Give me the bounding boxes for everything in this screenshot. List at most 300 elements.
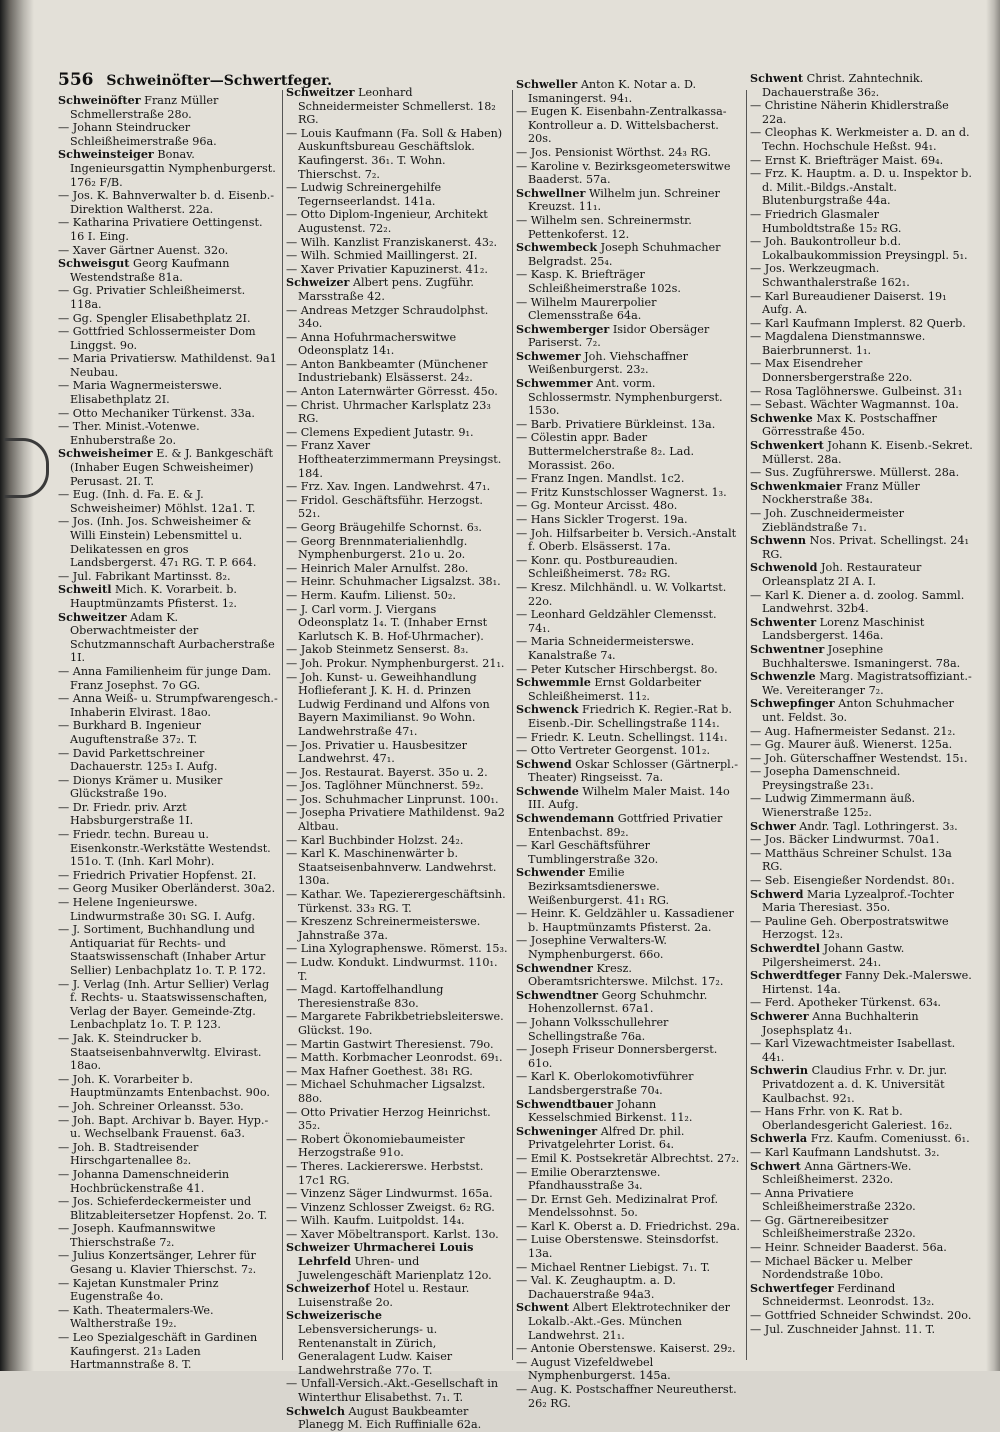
entry-text: — Robert Ökonomiebaumeister Herzogstraße 91o.: [286, 1132, 465, 1160]
entry-surname: Schwemmer: [516, 376, 593, 391]
directory-entry: [516, 105, 742, 146]
directory-entry: [750, 398, 974, 412]
entry-text: — Otto Diplom-Ingenieur, Architekt Augustenst. 72₂.: [286, 208, 488, 235]
directory-entry: [750, 99, 974, 126]
entry-text: — Hans Sickler Trogerst. 19a.: [516, 513, 688, 526]
entry-surname: Schwemmle: [516, 675, 591, 690]
entry-surname: Schwert: [750, 1158, 801, 1173]
entry-text: — Johann Steindrucker Schleißheimerstraße 96a.: [58, 121, 217, 148]
entry-text: — Maria Privatiersw. Mathildenst. 9a1 Neubau.: [58, 352, 277, 379]
entry-text: Frz. Kaufm. Comeniusst. 6₁.: [807, 1132, 970, 1146]
directory-entry: [286, 181, 508, 208]
directory-entry: [516, 1261, 742, 1275]
entry-text: — Lina Xylographenswe. Römerst. 15₃.: [286, 942, 508, 956]
entry-text: — Michael Schuhmacher Ligsalzst. 88o.: [286, 1078, 486, 1105]
entry-surname: Schwender: [516, 865, 585, 880]
directory-entry: [58, 515, 278, 569]
directory-entry: [750, 1010, 974, 1037]
column-1: [58, 93, 278, 1372]
directory-entry: [516, 744, 742, 758]
directory-entry: [750, 412, 974, 439]
directory-entry: [750, 1282, 974, 1309]
directory-entry: [750, 1187, 974, 1214]
directory-entry: [516, 1193, 742, 1220]
directory-entry: [750, 765, 974, 792]
directory-entry: [58, 1100, 278, 1114]
entry-text: — Maria Wagnermeisterswe. Elisabethplatz 2I.: [58, 379, 223, 407]
directory-entry: [516, 581, 742, 608]
directory-entry: [750, 262, 974, 289]
directory-entry: [286, 806, 508, 833]
directory-entry: [516, 418, 742, 432]
directory-entry: [516, 527, 742, 554]
entry-text: — Kathar. We. Tapezierergeschäftsinh. Türkenst. 33₃ RG. T.: [286, 888, 506, 915]
directory-entry: [286, 657, 508, 671]
entry-text: — Franz Xaver Hoftheaterzimmermann Preysingst. 184.: [286, 439, 502, 480]
entry-text: — Dr. Ernst Geh. Medizinalrat Prof. Mendelssohnst. 5o.: [516, 1192, 719, 1220]
directory-entry: [286, 249, 508, 263]
directory-entry: [750, 357, 974, 384]
entry-text: — Ludwig Zimmermann äuß. Wienerstraße 125₂.: [750, 792, 916, 820]
entry-text: — Wilh. Schmied Maillingerst. 2I.: [286, 249, 478, 263]
entry-text: Ernst Goldarbeiter Schleißheimerst. 11₂.: [528, 676, 702, 703]
entry-surname: Schwepfinger: [750, 696, 835, 711]
directory-entry: [750, 820, 974, 834]
entry-text: — David Parkettschreiner Dachauerstr. 125₃ I. Aufg.: [58, 746, 218, 774]
entry-text: — Heinr. K. Geldzähler u. Kassadiener b. Hauptmünzamts Pfisterst. 2a.: [516, 907, 734, 934]
directory-entry: [750, 697, 974, 724]
entry-text: Josephine Buchhalterswe. Ismaningerst. 78a.: [762, 642, 961, 670]
entry-text: — Christ. Uhrmacher Karlsplatz 23₃ RG.: [286, 398, 491, 426]
entry-text: — Gg. Spengler Elisabethplatz 2I.: [58, 311, 251, 325]
directory-entry: [58, 692, 278, 719]
entry-text: — Wilhelm sen. Schreinermstr. Pettenkoferst. 12.: [516, 213, 692, 241]
directory-entry: [750, 126, 974, 153]
entry-text: — Joh. K. Vorarbeiter b. Hauptmünzamts Entenbachst. 90o.: [58, 1072, 270, 1100]
directory-entry: [516, 513, 742, 527]
entry-text: — Barb. Privatiere Bürkleinst. 13a.: [516, 417, 716, 431]
entry-surname: Schwenold: [750, 560, 818, 575]
entry-surname: Schwendtbauer: [516, 1096, 614, 1111]
directory-entry: [286, 426, 508, 440]
entry-surname: Schwent: [516, 1300, 570, 1315]
entry-text: — Gg. Maurer äuß. Wienerst. 125a.: [750, 738, 953, 752]
directory-entry: [750, 317, 974, 331]
directory-entry: [750, 507, 974, 534]
directory-entry: [516, 1220, 742, 1234]
directory-entry: [286, 1133, 508, 1160]
entry-text: — Rosa Taglöhnerswe. Gulbeinst. 31₁: [750, 384, 963, 398]
entry-text: Lorenz Maschinist Landsbergerst. 146a.: [762, 615, 925, 643]
entry-text: — Ludw. Kondukt. Lindwurmst. 110₁. T.: [286, 956, 498, 983]
entry-text: — J. Verlag (Inh. Artur Sellier) Verlag f. Rechts- u. Staatswissenschaften, Verlag der Bayer. Gemeinde-Ztg. Lenbachplatz 1o. T. P. 123.: [58, 977, 270, 1032]
directory-entry: [750, 738, 974, 752]
entry-text: Franz Müller Schmellerstraße 28o.: [70, 94, 219, 121]
entry-text: — Frz. K. Hauptm. a. D. u. Inspektor b. d. Milit.-Bildgs.-Anstalt. Blutenburgstraße 44a.: [750, 167, 972, 208]
entry-text: — Otto Privatier Herzog Heinrichst. 35₂.: [286, 1105, 491, 1133]
entry-text: — Jul. Fabrikant Martinsst. 8₂.: [58, 569, 231, 583]
directory-entry: [58, 1114, 278, 1141]
directory-entry: [750, 561, 974, 588]
entry-text: — Christine Näherin Khidlerstraße 22a.: [750, 99, 949, 126]
directory-entry: [286, 1214, 508, 1228]
entry-text: — Otto Mechaniker Türkenst. 33a.: [58, 406, 255, 420]
directory-entry: [58, 583, 278, 610]
directory-entry: [286, 915, 508, 942]
directory-entry: [516, 758, 742, 785]
entry-surname: Schweitzer: [58, 609, 127, 624]
directory-entry: [58, 1032, 278, 1073]
entry-text: Kresz. Oberamtsrichterswe. Milchst. 17₂.: [528, 961, 724, 989]
entry-text: — Joh. Bapt. Archivar b. Bayer. Hyp.- u. Wechselbank Frauenst. 6a3.: [58, 1113, 269, 1141]
entry-text: — Georg Bräugehilfe Schornst. 6₃.: [286, 521, 482, 534]
directory-entry: [58, 244, 278, 258]
directory-entry: [286, 766, 508, 780]
entry-text: — Anna Familienheim für junge Dam. Franz Josephst. 7o GG.: [58, 664, 272, 692]
entry-text: — Sebast. Wächter Wagmannst. 10a.: [750, 398, 959, 412]
entry-text: Bonav. Ingenieursgattin Nymphenburgerst. 176₂ F/B.: [70, 148, 276, 189]
directory-entry: [516, 160, 742, 187]
directory-entry: [516, 1166, 742, 1193]
entry-text: — Joh. Schreiner Orleansst. 53o.: [58, 1099, 244, 1113]
entry-text: — Jakob Steinmetz Senserst. 8₃.: [286, 643, 469, 657]
entry-text: — Kajetan Kunstmaler Prinz Eugenstraße 4o.: [58, 1276, 219, 1304]
directory-entry: [516, 1043, 742, 1070]
directory-entry: [516, 785, 742, 812]
directory-entry: [58, 1331, 278, 1372]
entry-text: — Maria Schneidermeisterswe. Kanalstraße 7₄.: [516, 635, 695, 662]
directory-entry: [750, 1037, 974, 1064]
entry-text: — Georg Brennmaterialienhdlg. Nymphenburgerst. 21o u. 2o.: [286, 534, 468, 562]
entry-surname: Schwendtner: [516, 987, 599, 1002]
entry-text: — Jos. Bäcker Lindwurmst. 70a1.: [750, 833, 940, 847]
entry-text: — Heinr. Schuhmacher Ligsalzst. 38₁.: [286, 575, 501, 589]
entry-text: — Andreas Metzger Schraudolphst. 34o.: [286, 303, 489, 331]
entry-text: — Max Eisendreher Donnersbergerstraße 22o.: [750, 357, 913, 385]
directory-entry: [58, 570, 278, 584]
entry-text: Andr. Tagl. Lothringerst. 3₃.: [795, 819, 958, 833]
directory-entry: [750, 235, 974, 262]
directory-entry: [750, 1323, 974, 1337]
entry-surname: Schwende: [516, 783, 579, 798]
directory-entry: [286, 779, 508, 793]
directory-entry: [750, 616, 974, 643]
directory-entry: [58, 1168, 278, 1195]
directory-entry: [58, 1249, 278, 1276]
entry-surname: Schweninger: [516, 1123, 598, 1138]
entry-surname: Schweisheimer: [58, 446, 153, 461]
entry-text: — Leo Spezialgeschäft in Gardinen Kaufingerst. 21₃ Laden Hartmannstraße 8. T.: [58, 1331, 258, 1372]
running-head: Schweinöfter—Schwertfeger.: [106, 73, 332, 89]
directory-entry: [516, 1383, 742, 1410]
entry-text: — Anna Hofuhrmacherswitwe Odeonsplatz 14₁.: [286, 330, 457, 358]
entry-text: Wilhelm jun. Schreiner Kreuzst. 11₁.: [528, 186, 720, 214]
entry-text: — Dr. Friedr. priv. Arzt Habsburgerstraße 1I.: [58, 800, 194, 828]
entry-text: — Pauline Geh. Oberpostratswitwe Herzogst. 12₃.: [750, 914, 949, 942]
directory-entry: [516, 146, 742, 160]
directory-entry: [516, 866, 742, 907]
entry-text: — Heinrich Maler Arnulfst. 28o.: [286, 561, 469, 575]
column-4: [750, 72, 974, 1342]
entry-surname: Schwenkert: [750, 438, 824, 453]
directory-entry: [516, 1356, 742, 1383]
entry-text: — Val. K. Zeughauptm. a. D. Dachauerstraße 94a3.: [516, 1274, 676, 1301]
directory-entry: [750, 942, 974, 969]
directory-entry: [286, 521, 508, 535]
directory-entry: [516, 241, 742, 268]
directory-entry: [286, 494, 508, 521]
directory-entry: [286, 1106, 508, 1133]
entry-text: Fanny Dek.-Malerswe. Hirtenst. 14a.: [762, 969, 972, 996]
directory-entry: [286, 983, 508, 1010]
entry-text: — Matthäus Schreiner Schulst. 13a RG.: [750, 846, 952, 874]
directory-entry: [750, 439, 974, 466]
binding-gutter: [0, 0, 34, 1371]
entry-text: — Gottfried Schlossermeister Dom Linggst. 9o.: [58, 325, 256, 352]
entry-text: — Joh. Baukontrolleur b.d. Lokalbaukommission Preysingpl. 5₁.: [750, 235, 968, 262]
directory-entry: [58, 121, 278, 148]
directory-entry: [750, 385, 974, 399]
entry-surname: Schwendemann: [516, 811, 615, 826]
entry-text: — Josepha Damenschneid. Preysingstraße 23₁.: [750, 765, 901, 792]
directory-entry: [58, 1195, 278, 1222]
directory-entry: [750, 1064, 974, 1105]
entry-surname: Schwerla: [750, 1131, 808, 1146]
entry-text: — Jos. Restaurat. Bayerst. 35o u. 2.: [286, 765, 488, 779]
entry-text: — Joh. B. Stadtreisender Hirschgartenallee 8₂.: [58, 1140, 199, 1168]
directory-entry: [58, 312, 278, 326]
entry-text: — Jos. Pensionist Wörthst. 24₃ RG.: [516, 145, 711, 159]
directory-entry: [286, 399, 508, 426]
entry-text: — Anton Laternwärter Görresst. 45o.: [286, 385, 498, 399]
entry-surname: Schwenke: [750, 410, 813, 425]
entry-surname: Schweisgut: [58, 256, 130, 271]
entry-text: Joseph Schuhmacher Belgradst. 25₄.: [528, 241, 721, 268]
entry-text: — Jos. Privatier u. Hausbesitzer Landwehrst. 47₁.: [286, 738, 468, 766]
entry-text: — Margarete Fabrikbetriebsleiterswe. Glückst. 19o.: [286, 1010, 504, 1037]
directory-entry: [58, 896, 278, 923]
directory-entry: [516, 1016, 742, 1043]
column-rule: [746, 90, 747, 1360]
entry-text: Gottfried Privatier Entenbachst. 89₂.: [528, 812, 723, 839]
entry-text: Johann Gastw. Pilgersheimerst. 24₁.: [762, 942, 905, 969]
directory-entry: [516, 1233, 742, 1260]
directory-entry: [516, 472, 742, 486]
entry-surname: Schwemer: [516, 348, 581, 363]
entry-text: — Fritz Kunstschlosser Wagnerst. 1₃.: [516, 485, 727, 499]
entry-text: — Wilhelm Maurerpolier Clemensstraße 64a.: [516, 295, 657, 323]
entry-text: — Friedrich Privatier Hopfenst. 2I.: [58, 868, 257, 882]
directory-entry: [286, 847, 508, 888]
entry-text: Maria Lyzealprof.-Tochter Maria Theresiast. 35o.: [762, 887, 954, 915]
entry-text: — Ferd. Apotheker Türkenst. 63₄.: [750, 996, 941, 1010]
entry-surname: Schweitl: [58, 582, 112, 597]
entry-text: — Xaver Möbeltransport. Karlst. 13o.: [286, 1227, 499, 1241]
entry-text: August Baukbeamter Planegg M. Eich Ruffinialle 62a.: [298, 1404, 482, 1432]
column-3: [516, 77, 742, 1410]
directory-entry: [286, 358, 508, 385]
directory-entry: [58, 923, 278, 977]
entry-text: Marg. Magistratsoffiziant.-We. Vereiteranger 7₂.: [762, 670, 972, 697]
entry-text: Max K. Postschaffner Görresstraße 45o.: [762, 411, 937, 439]
directory-entry: [516, 187, 742, 214]
entry-surname: Schwend: [516, 756, 572, 771]
directory-entry: [750, 330, 974, 357]
directory-entry: [750, 534, 974, 561]
entry-text: — Helene Ingenieurswe. Lindwurmstraße 30₁ SG. I. Aufg.: [58, 896, 256, 923]
directory-entry: [286, 562, 508, 576]
directory-entry: [58, 420, 278, 447]
entry-text: — Sus. Zugführerswe. Müllerst. 28a.: [750, 466, 960, 480]
directory-entry: [286, 942, 508, 956]
entry-surname: Schwenn: [750, 533, 807, 548]
directory-entry: [516, 962, 742, 989]
entry-text: — Kath. Theatermalers-We. Waltherstraße 19₂.: [58, 1303, 214, 1331]
entry-text: Joh. Viehschaffner Weißenburgerst. 23₂.: [528, 349, 689, 377]
directory-entry: [58, 801, 278, 828]
entry-text: Ferdinand Schneidermst. Leonrodst. 13₂.: [762, 1281, 935, 1309]
directory-entry: [286, 535, 508, 562]
directory-entry: [516, 377, 742, 418]
directory-entry: [750, 1160, 974, 1187]
directory-entry: [750, 752, 974, 766]
entry-text: — Vinzenz Säger Lindwurmst. 165a.: [286, 1187, 493, 1201]
entry-text: — Dionys Krämer u. Musiker Glückstraße 19o.: [58, 773, 223, 801]
entry-text: — Cleophas K. Werkmeister a. D. an d. Techn. Hochschule Heßst. 94₁.: [750, 126, 970, 153]
directory-entry: [58, 719, 278, 746]
entry-text: — Luise Oberstenswe. Steinsdorfst. 13a.: [516, 1233, 719, 1261]
entry-text: — Anna Weiß- u. Strumpfwarengesch.-Inhaberin Elvirast. 18ao.: [58, 692, 278, 719]
directory-entry: [516, 1070, 742, 1097]
directory-entry: [516, 839, 742, 866]
directory-entry: [516, 431, 742, 472]
entry-surname: Schweizerische: [286, 1308, 383, 1323]
directory-entry: [58, 488, 278, 515]
entry-text: — Karl Buchbinder Holzst. 24₂.: [286, 833, 464, 847]
directory-entry: [58, 1277, 278, 1304]
directory-entry: [750, 290, 974, 317]
entry-text: — Franz Ingen. Mandlst. 1c2.: [516, 472, 685, 486]
directory-entry: [286, 603, 508, 644]
directory-entry: [58, 978, 278, 1032]
directory-entry: [286, 1010, 508, 1037]
entry-text: — Magdalena Dienstmannswe. Baierbrunnerst. 1₁.: [750, 330, 926, 357]
directory-entry: [750, 154, 974, 168]
directory-entry: [516, 1342, 742, 1356]
entry-surname: Schwenck: [516, 702, 579, 717]
entry-text: — Xaver Gärtner Auenst. 32o.: [58, 243, 229, 257]
entry-surname: Schwerdtel: [750, 941, 821, 955]
entry-surname: Schweinsteiger: [58, 147, 154, 162]
directory-entry: [516, 1152, 742, 1166]
entry-text: — Martin Gastwirt Theresienst. 79o.: [286, 1037, 494, 1051]
directory-entry: [516, 268, 742, 295]
directory-entry: [286, 671, 508, 739]
directory-entry: [58, 447, 278, 488]
directory-entry: [516, 608, 742, 635]
directory-entry: [58, 284, 278, 311]
directory-entry: [286, 1038, 508, 1052]
directory-entry: [58, 189, 278, 216]
directory-entry: [286, 834, 508, 848]
directory-entry: [286, 127, 508, 181]
entry-text: — Emil K. Postsekretär Albrechtst. 27₂.: [516, 1151, 740, 1165]
directory-entry: [58, 407, 278, 421]
directory-entry: [286, 1078, 508, 1105]
entry-surname: Schwenkmaier: [750, 478, 843, 493]
directory-entry: [750, 792, 974, 819]
entry-surname: Schweizer: [286, 275, 350, 290]
binder-clip: [4, 438, 49, 498]
entry-text: — Wilh. Kaufm. Luitpoldst. 14₄.: [286, 1214, 465, 1228]
entry-text: Christ. Zahntechnik. Dachauerstraße 36₂.: [762, 72, 924, 99]
entry-text: — Ludwig Schreinergehilfe Tegernseerlandst. 141a.: [286, 181, 442, 208]
entry-text: — Josephine Verwalters-W. Nymphenburgerst. 66o.: [516, 934, 667, 961]
directory-entry: [286, 1241, 508, 1282]
entry-text: — Jos. Werkzeugmach. Schwanthalerstraße 162₁.: [750, 262, 910, 289]
entry-text: — Peter Kutscher Hirschbergst. 8o.: [516, 662, 718, 676]
entry-surname: Schwenzle: [750, 669, 816, 684]
directory-entry: [516, 554, 742, 581]
directory-entry: [516, 296, 742, 323]
directory-entry: [750, 874, 974, 888]
entry-text: — Aug. K. Postschaffner Neureutherst. 26₂ RG.: [516, 1383, 737, 1410]
entry-text: Joh. Restaurateur Orleansplatz 2I A. I.: [762, 561, 922, 588]
directory-entry: [58, 216, 278, 243]
entry-text: Wilhelm Maler Maist. 14o III. Aufg.: [528, 784, 730, 812]
directory-entry: [750, 670, 974, 697]
directory-entry: [286, 480, 508, 494]
directory-entry: [750, 915, 974, 942]
directory-entry: [750, 208, 974, 235]
directory-entry: [58, 611, 278, 665]
entry-surname: Schwemberger: [516, 321, 610, 336]
directory-entry: [58, 869, 278, 883]
directory-entry: [286, 888, 508, 915]
directory-entry: [58, 1222, 278, 1249]
entry-text: — Fridol. Geschäftsführ. Herzogst. 52₁.: [286, 493, 483, 521]
entry-text: — Anna Privatiere Schleißheimerstraße 232o.: [750, 1186, 916, 1214]
directory-entry: [750, 72, 974, 99]
directory-entry: [516, 78, 742, 105]
directory-entry: [58, 828, 278, 869]
entry-text: Adam K. Oberwachtmeister der Schutzmannschaft Aurbacherstraße 1I.: [70, 610, 275, 665]
entry-text: — Emilie Oberarztenswe. Pfandhausstraße 3₄.: [516, 1165, 661, 1193]
directory-entry: [286, 956, 508, 983]
entry-text: Nos. Privat. Schellingst. 24₁ RG.: [762, 534, 969, 561]
directory-entry: [58, 665, 278, 692]
page-edge: [986, 0, 1000, 1371]
directory-entry: [58, 1304, 278, 1331]
directory-entry: [58, 94, 278, 121]
directory-entry: [286, 208, 508, 235]
entry-text: Johann K. Eisenb.-Sekret. Müllerst. 28a.: [762, 439, 973, 466]
directory-entry: [516, 812, 742, 839]
entry-text: Isidor Obersäger Pariserst. 7₂.: [528, 322, 710, 350]
entry-surname: Schwerer: [750, 1008, 809, 1023]
entry-text: — Karl Geschäftsführer Tumblingerstraße 32o.: [516, 839, 659, 866]
entry-text: — Joh. Prokur. Nymphenburgerst. 21₁.: [286, 656, 505, 670]
directory-entry: [750, 847, 974, 874]
entry-text: — Louis Kaufmann (Fa. Soll & Haben) Auskunftsbureau Geschäftslok. Kaufingerst. 36₁. T. Wohn. Thierschst. 7₂.: [286, 126, 503, 181]
entry-text: — August Vizefeldwebel Nymphenburgerst. 145a.: [516, 1355, 671, 1383]
entry-text: — Josepha Privatiere Mathildenst. 9a2 Altbau.: [286, 806, 505, 834]
directory-entry: [286, 575, 508, 589]
entry-text: — Johanna Damenschneiderin Hochbrückenstraße 41.: [58, 1167, 230, 1195]
entry-text: Friedrich K. Regier.-Rat b. Eisenb.-Dir. Schellingstraße 114₁.: [528, 703, 732, 730]
entry-text: — Gottfried Schneider Schwindst. 20o.: [750, 1309, 972, 1323]
entry-text: — Jul. Zuschneider Jahnst. 11. T.: [750, 1322, 936, 1336]
